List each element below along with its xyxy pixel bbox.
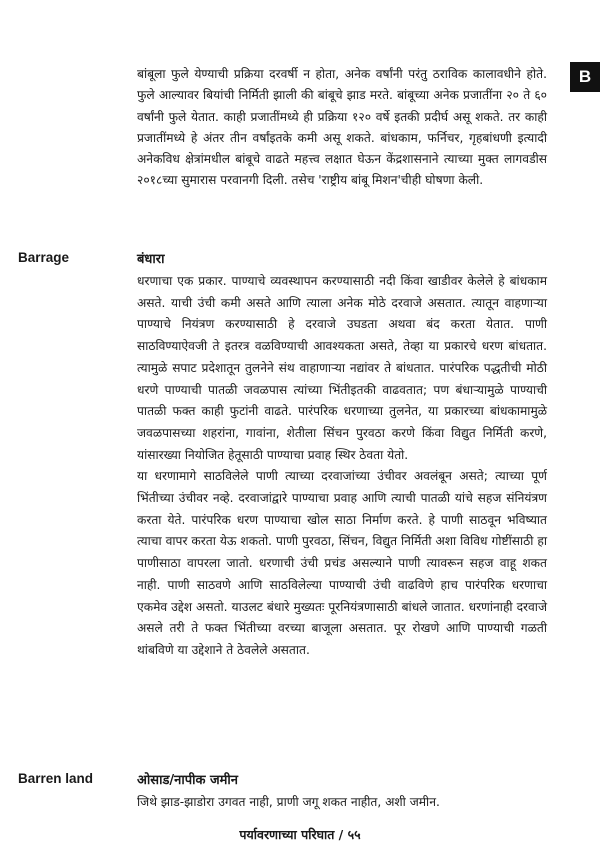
entry-term: Barren land — [18, 771, 94, 786]
entry-term: Barrage — [18, 250, 70, 265]
entry-definition — [137, 250, 547, 662]
intro-paragraph: बांबूला फुले येण्याची प्रक्रिया दरवर्षी न होता, अनेक वर्षांनी परंतु ठराविक कालावधीने होते. फुले आल्यावर बियांची निर्मिती झाली की बांबूचे झाड मरते. बांबूच्या अनेक प्रजातींना २० ते ६० वर्षांनी फुले येतात. काही प्रजातींमध्ये ही प्रक्रिया १२० वर्षे इतकी प्रदीर्घ असू शकते. तर काही प्रजातींमध्ये हे अंतर तीन वर्षांइतके कमी असू शकते. बांधकाम, फर्निचर, गृहबांधणी इत्यादी अनेकविध क्षेत्रांमधील बांबूचे वाढते महत्त्व लक्षात घेऊन केंद्रशासनाने त्याच्या मुक्त लागवडीस २०१८च्या सुमारास परवानगी दिली. तसेच 'राष्ट्रीय बांबू मिशन'चीही घोषणा केली. — [137, 67, 547, 188]
entry-heading: ओसाड/नापीक जमीन — [137, 773, 239, 788]
page-footer: पर्यावरणाच्या परिघात / ५५ — [239, 827, 361, 842]
entry-heading: बंधारा — [137, 252, 165, 267]
definition-paragraph: या धरणामागे साठविलेले पाणी त्याच्या दरवाजांच्या उंचीवर अवलंबून असते; त्याच्या पूर्ण भिंतीच्या उंचीवर नव्हे. दरवाजांद्वारे पाण्याचा प्रवाह आणि त्याची पातळी यांचे सहज संनियंत्रण करता येते. पारंपरिक धरण पाण्याचा खोल साठा निर्माण करते. हे पाणी साठवून भविष्यात त्याचा वापर करता येऊ शकतो. पाणी पुरवठा, सिंचन, विद्युत निर्मिती अशा विविध गोष्टींसाठी हा पाणीसाठा वापरला जातो. धरणाची उंची प्रचंड असल्याने पाणी त्यावरून सहज वाहू शकत नाही. पाणी साठवणे आणि साठविलेल्या पाण्याची उंची वाढविणे हाच पारंपरिक धरणाचा एकमेव उद्देश असतो. याउलट बंधारे मुख्यतः पूरनियंत्रणासाठी बांधले जातात. धरणांनाही दरवाजे असले तरी ते फक्त भिंतीच्या वरच्या बाजूला असतात. पूर रोखणे आणि पाण्याची गळती थांबविणे या उद्देशाने ते ठेवलेले असतात. — [137, 469, 547, 657]
definition-paragraph: जिथे झाड-झाडोरा उगवत नाही, प्राणी जगू शकत नाहीत, अशी जमीन. — [137, 795, 440, 809]
definition-paragraph: धरणाचा एक प्रकार. पाण्याचे व्यवस्थापन करण्यासाठी नदी किंवा खाडीवर केलेले हे बांधकाम असते. याची उंची कमी असते आणि त्याला अनेक मोठे दरवाजे असतात. त्यातून वाहणाऱ्या पाण्याचे नियंत्रण करण्यासाठी हे दरवाजे उघडता अथवा बंद करता येतात. पाणी साठविण्याऐवजी ते इतरत्र वळविण्याची आवश्यकता असते, तेव्हा या प्रकारचे धरण बांधतात. त्यामुळे सपाट प्रदेशातून तुलनेने संथ वाहाणाऱ्या नद्यांवर ते बांधतात. पारंपरिक पद्धतीची मोठी धरणे पाण्याची पातळी जवळपास त्यांच्या भिंतीइतकी वाढवतात; पण बंधाऱ्यामुळे पाण्याची पातळी फक्त काही फुटांनी वाढते. पारंपरिक धरणाच्या तुलनेत, या प्रकारच्या बांधकामामुळे जवळपासच्या शहरांना, गावांना, शेतीला सिंचन पुरवठा करणे किंवा विद्युत निर्मिती करणे, यांसारख्या नियोजित हेतूसाठी पाण्याचा प्रवाह स्थिर ठेवता येतो. — [137, 274, 547, 462]
entry-definition — [137, 771, 547, 814]
section-letter-badge: B — [570, 62, 600, 92]
